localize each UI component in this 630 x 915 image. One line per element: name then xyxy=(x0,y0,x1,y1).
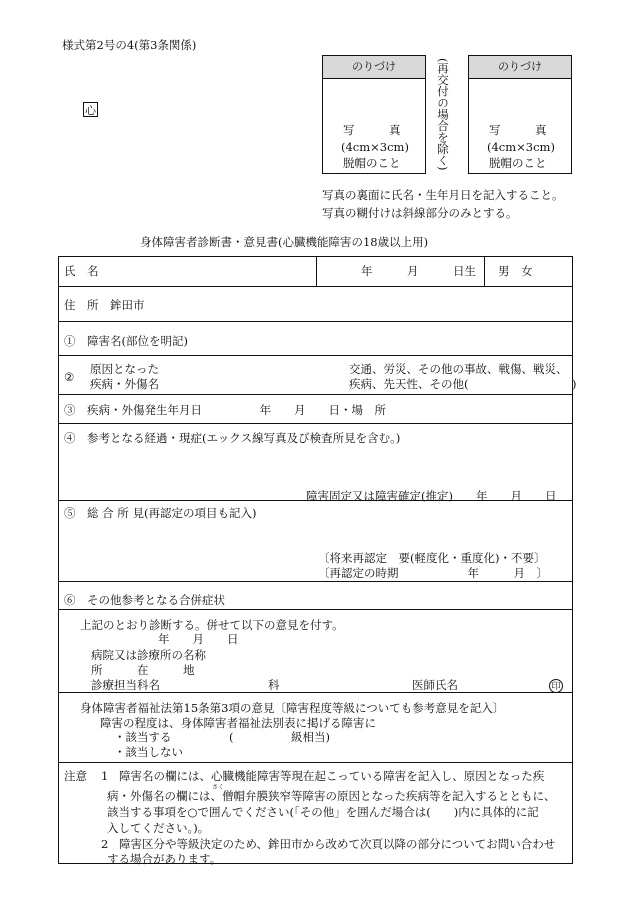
note-2-line-1: 障害区分や等級決定のため、鉾田市から改めて次頁以降の部分についてお問い合わせ xyxy=(119,837,556,851)
note-1-ruby: さく xyxy=(212,784,225,791)
note-1-line-2: 病・外傷名の欄には、僧帽弁膜狭窄等障害の原因となった疾病等を記入するとともに、 xyxy=(107,789,556,803)
q5-recert-2: 〔再認定の時期 年 月 〕 xyxy=(318,566,548,580)
department-ka: 科 xyxy=(268,678,280,692)
note-1-num: 1 xyxy=(101,769,109,783)
photo-box-right xyxy=(468,55,572,174)
sex-label: 男 女 xyxy=(498,264,533,278)
q6-complications: ⑥ その他参考となる合併症状 xyxy=(64,593,225,607)
photo-note-2: 写真の糊付けは斜線部分のみとする。 xyxy=(322,206,518,220)
q2-option-2: 疾病、先天性、その他( ) xyxy=(349,377,577,391)
q2-num: ② xyxy=(64,370,75,384)
opinion-applicable: ・該当する ( 級相当) xyxy=(114,730,330,744)
hospital-address-label: 所 在 地 xyxy=(91,663,195,677)
notes-label: 注意 xyxy=(64,769,87,783)
address-label: 住 所 鉾田市 xyxy=(64,298,145,312)
q4-fixed-date: 障害固定又は障害確定(推定) 年 月 日 xyxy=(306,489,557,503)
q5-overall-findings: ⑤ 総 合 所 見(再認定の項目も記入) xyxy=(64,506,257,520)
seal-mark: 印 xyxy=(549,679,563,693)
opinion-degree: 障害の程度は、身体障害者福祉法別表に掲げる障害に xyxy=(100,716,376,730)
q1-disability-name: ① 障害名(部位を明記) xyxy=(64,334,188,348)
photo-box-left xyxy=(322,55,426,174)
photo-size: (4cm×3cm) xyxy=(487,140,555,154)
q2-line1: 原因となった xyxy=(90,362,159,376)
opinion-heading: 身体障害者福祉法第15条第3項の意見〔障害程度等級についても参考意見を記入〕 xyxy=(80,701,505,715)
page-title: 身体障害者診断書・意見書(心臓機能障害の18歳以上用) xyxy=(140,235,429,249)
diagnosis-date: 年 月 日 xyxy=(158,632,239,646)
q3-onset-date: ③ 疾病・外傷発生年月日 年 月 日・場 所 xyxy=(64,403,386,417)
hospital-name-label: 病院又は診療所の名称 xyxy=(91,648,206,662)
photo-size: (4cm×3cm) xyxy=(341,140,409,154)
hat-note: 脱帽のこと xyxy=(489,156,547,170)
q4-history: ④ 参考となる経過・現症(エックス線写真及び検査所見を含む。) xyxy=(64,431,401,445)
note-2-num: 2 xyxy=(101,837,109,851)
note-1-line-4: 入してください。)。 xyxy=(107,821,210,835)
name-label: 氏 名 xyxy=(64,264,99,278)
paste-label: のりづけ xyxy=(469,56,571,79)
paste-label: のりづけ xyxy=(323,56,425,79)
hat-note: 脱帽のこと xyxy=(343,156,401,170)
note-2-line-2: する場合があります。 xyxy=(107,852,222,866)
doctor-name-label: 医師氏名 xyxy=(412,678,458,692)
shin-mark: 心 xyxy=(85,104,96,117)
photo-label: 写 真 xyxy=(489,123,547,137)
diagnosis-statement: 上記のとおり診断する。併せて以下の意見を付す。 xyxy=(80,618,344,632)
reissue-note: (再交付の場合を除く) xyxy=(436,58,450,171)
form-number: 様式第2号の4(第3条関係) xyxy=(62,38,197,52)
note-1-line-3: 該当する事項を○で囲んでください(「その他」を囲んだ場合は( )内に具体的に記 xyxy=(107,805,539,819)
photo-note-1: 写真の裏面に氏名・生年月日を記入すること。 xyxy=(322,188,564,202)
opinion-not-applicable: ・該当しない xyxy=(114,745,183,759)
q5-recert-1: 〔将来再認定 要(軽度化・重度化)・不要〕 xyxy=(318,551,546,565)
photo-label: 写 真 xyxy=(343,123,401,137)
birth-label: 年 月 日生 xyxy=(361,264,476,278)
note-1-line-1: 障害名の欄には、心臓機能障害等現在起こっている障害を記入し、原因となった疾 xyxy=(119,769,545,783)
q2-option-1: 交通、労災、その他の事故、戦傷、戦災、 xyxy=(349,362,568,376)
department-label: 診療担当科名 xyxy=(91,678,160,692)
q2-line2: 疾病・外傷名 xyxy=(90,377,159,391)
